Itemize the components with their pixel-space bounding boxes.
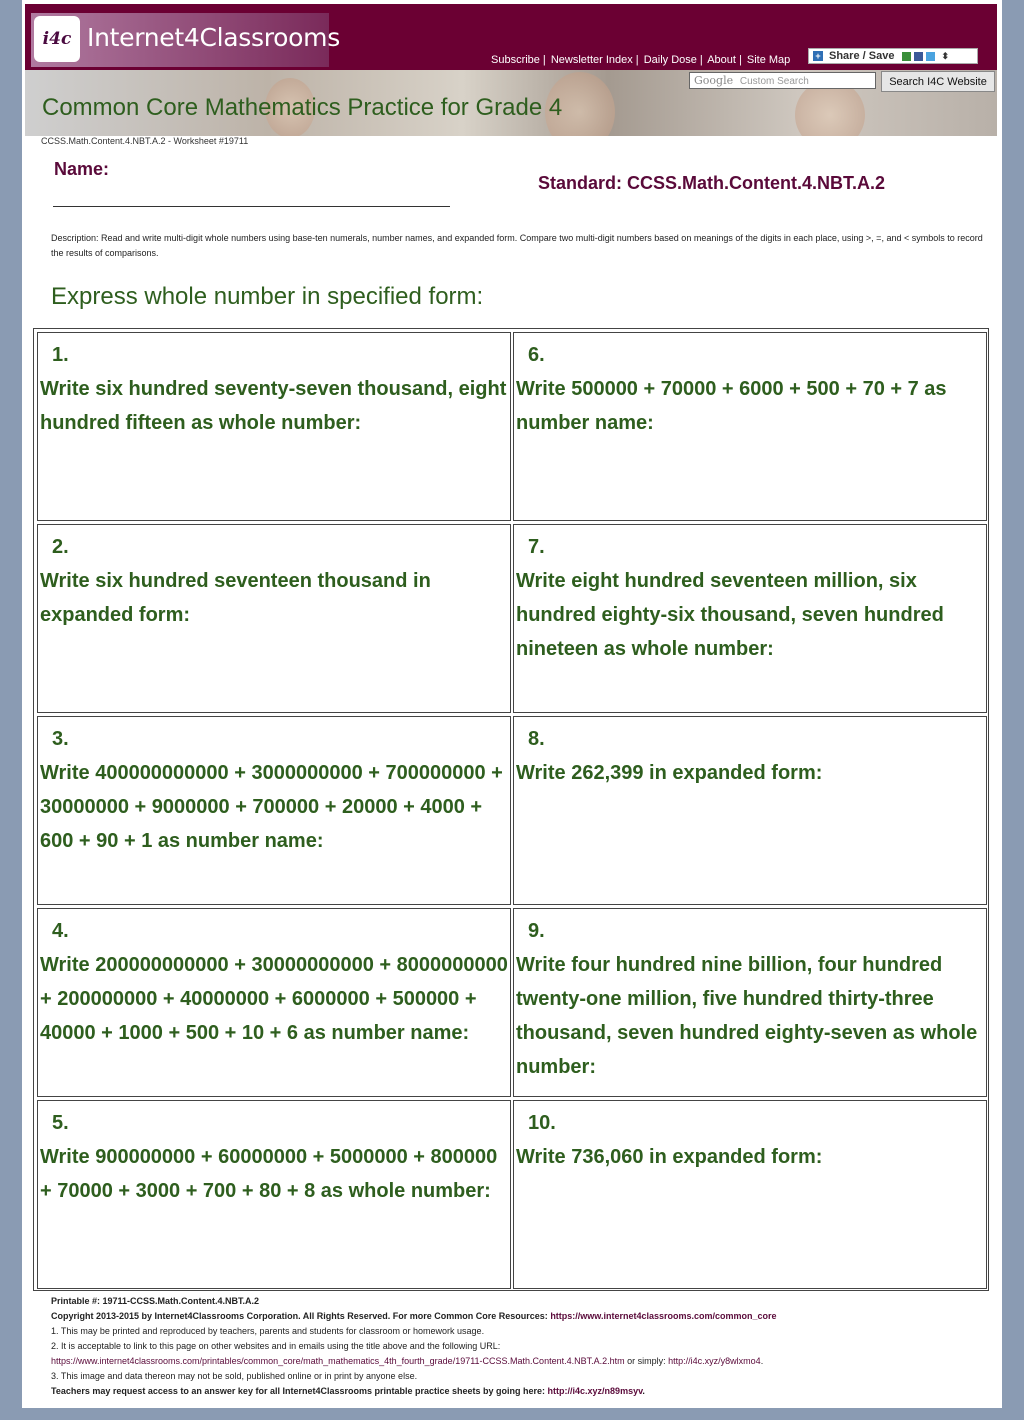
question-number: 10. (528, 1112, 556, 1134)
worksheet-page (22, 0, 1002, 1408)
short-url-link[interactable]: http://i4c.xyz/y8wlxmo4 (668, 1356, 761, 1366)
question-cell (513, 908, 987, 1097)
question-cell (37, 524, 511, 713)
question-number: 6. (528, 344, 545, 366)
standard-label: Standard: CCSS.Math.Content.4.NBT.A.2 (538, 173, 886, 193)
facebook-icon (914, 52, 923, 61)
question-cell (37, 908, 511, 1097)
site-logo[interactable] (31, 13, 340, 67)
question-text: Write 500000 + 70000 + 6000 + 500 + 70 + 7 as number name: (516, 378, 947, 434)
question-cell (37, 1100, 511, 1289)
question-text: Write six hundred seventeen thousand in expanded form: (40, 570, 431, 626)
question-text: Write 400000000000 + 3000000000 + 700000000 + 30000000 + 9000000 + 700000 + 20000 + 4000 + 600 + 90 + 1 as number name: (40, 762, 503, 852)
question-cell (37, 332, 511, 521)
footer (51, 1294, 991, 1399)
common-core-link[interactable]: https://www.internet4classrooms.com/common_core (550, 1311, 777, 1321)
question-text: Write 262,399 in expanded form: (516, 762, 823, 784)
page-title: Common Core Mathematics Practice for Grade 4 (42, 94, 563, 121)
breadcrumb: CCSS.Math.Content.4.NBT.A.2 - Worksheet #19711 (41, 136, 249, 146)
answer-key-link[interactable]: http://i4c.xyz/n89msyv (547, 1386, 643, 1396)
name-line (53, 206, 450, 207)
section-title: Express whole number in specified form: (51, 283, 484, 310)
question-number: 1. (52, 344, 69, 366)
nav-about[interactable]: About (707, 54, 736, 66)
question-text: Write eight hundred seventeen million, six hundred eighty-six thousand, seven hundred nineteen as whole number: (516, 570, 944, 660)
question-cell (513, 524, 987, 713)
terms-line-3: 3. This image and data thereon may not be sold, published online or in print by anyone else. (51, 1371, 418, 1381)
question-number: 7. (528, 536, 545, 558)
printable-number: Printable #: 19711-CCSS.Math.Content.4.NBT.A.2 (51, 1296, 260, 1306)
search-button[interactable]: Search I4C Website (881, 71, 995, 92)
share-label: Share / Save (829, 50, 895, 62)
email-share-icon (902, 52, 911, 61)
answer-key-line: Teachers may request access to an answer key for all Internet4Classrooms printable practice sheets by going here: http://i4c.xyz/n89msyv. (51, 1386, 645, 1396)
question-text: Write 900000000 + 60000000 + 5000000 + 800000 + 70000 + 3000 + 700 + 80 + 8 as whole number: (40, 1146, 498, 1202)
plus-icon: + (813, 51, 823, 61)
question-number: 5. (52, 1112, 69, 1134)
question-number: 4. (52, 920, 69, 942)
answer-key-text: Teachers may request access to an answer key for all Internet4Classrooms printable practice sheets by going here: (51, 1386, 546, 1396)
question-text: Write four hundred nine billion, four hundred twenty-one million, five hundred thirty-three thousand, seven hundred eighty-seven as whole number: (516, 954, 978, 1078)
worksheet-url-link[interactable]: https://www.internet4classrooms.com/printables/common_core/math_mathematics_4th_fourth_grade/19711-CCSS.Math.Content.4.NBT.A.2.htm (51, 1356, 625, 1366)
question-cell (513, 1100, 987, 1289)
logo-text: Internet4Classrooms (87, 23, 340, 52)
description: Description: Read and write multi-digit whole numbers using base-ten numerals, number names, and expanded form. Compare two multi-digit numbers based on meanings of the digits in each place, using >, =, and < symbols to record the results of comparisons. (51, 233, 983, 258)
question-text: Write 736,060 in expanded form: (516, 1146, 823, 1168)
question-grid (33, 328, 989, 1291)
logo-badge-icon: i4c (34, 16, 80, 62)
url-or-text: or simply: (627, 1356, 666, 1366)
question-text: Write six hundred seventy-seven thousand, eight hundred fifteen as whole number: (40, 378, 507, 434)
question-number: 2. (52, 536, 69, 558)
question-number: 8. (528, 728, 545, 750)
nav-subscribe[interactable]: Subscribe (491, 54, 540, 66)
search-input[interactable] (689, 72, 876, 89)
question-text: Write 200000000000 + 30000000000 + 8000000000 + 200000000 + 40000000 + 6000000 + 500000 + 40000 + 1000 + 500 + 10 + 6 as number name: (40, 954, 508, 1044)
search-placeholder: Custom Search (739, 76, 809, 87)
nav-newsletter-index[interactable]: Newsletter Index (550, 54, 633, 66)
twitter-icon (926, 52, 935, 61)
top-nav: Subscribe | Newsletter Index | Daily Dose | About | Site Map (491, 54, 791, 66)
copyright-line (51, 1309, 991, 1324)
url-line: https://www.internet4classrooms.com/printables/common_core/math_mathematics_4th_fourth_grade/19711-CCSS.Math.Content.4.NBT.A.2.htm or simply: http://i4c.xyz/y8wlxmo4. (51, 1356, 764, 1366)
copyright-text: Copyright 2013-2015 by Internet4Classrooms Corporation. All Rights Reserved. For more Common Core Resources: (51, 1311, 548, 1321)
site-header (25, 4, 997, 70)
google-logo: Google (694, 74, 734, 87)
question-number: 9. (528, 920, 545, 942)
share-save-button[interactable] (808, 48, 978, 64)
nav-daily-dose[interactable]: Daily Dose (643, 54, 697, 66)
nav-site-map[interactable]: Site Map (746, 54, 791, 66)
question-cell (513, 332, 987, 521)
chevron-updown-icon: ⬍ (941, 50, 949, 61)
question-cell (513, 716, 987, 905)
terms-line-2: 2. It is acceptable to link to this page on other websites and in emails using the title above and the following URL: (51, 1341, 501, 1351)
header-banner (25, 70, 997, 136)
terms-line-1: 1. This may be printed and reproduced by teachers, parents and students for classroom or homework usage. (51, 1326, 485, 1336)
name-label: Name: (54, 159, 110, 179)
question-cell (37, 716, 511, 905)
question-number: 3. (52, 728, 69, 750)
